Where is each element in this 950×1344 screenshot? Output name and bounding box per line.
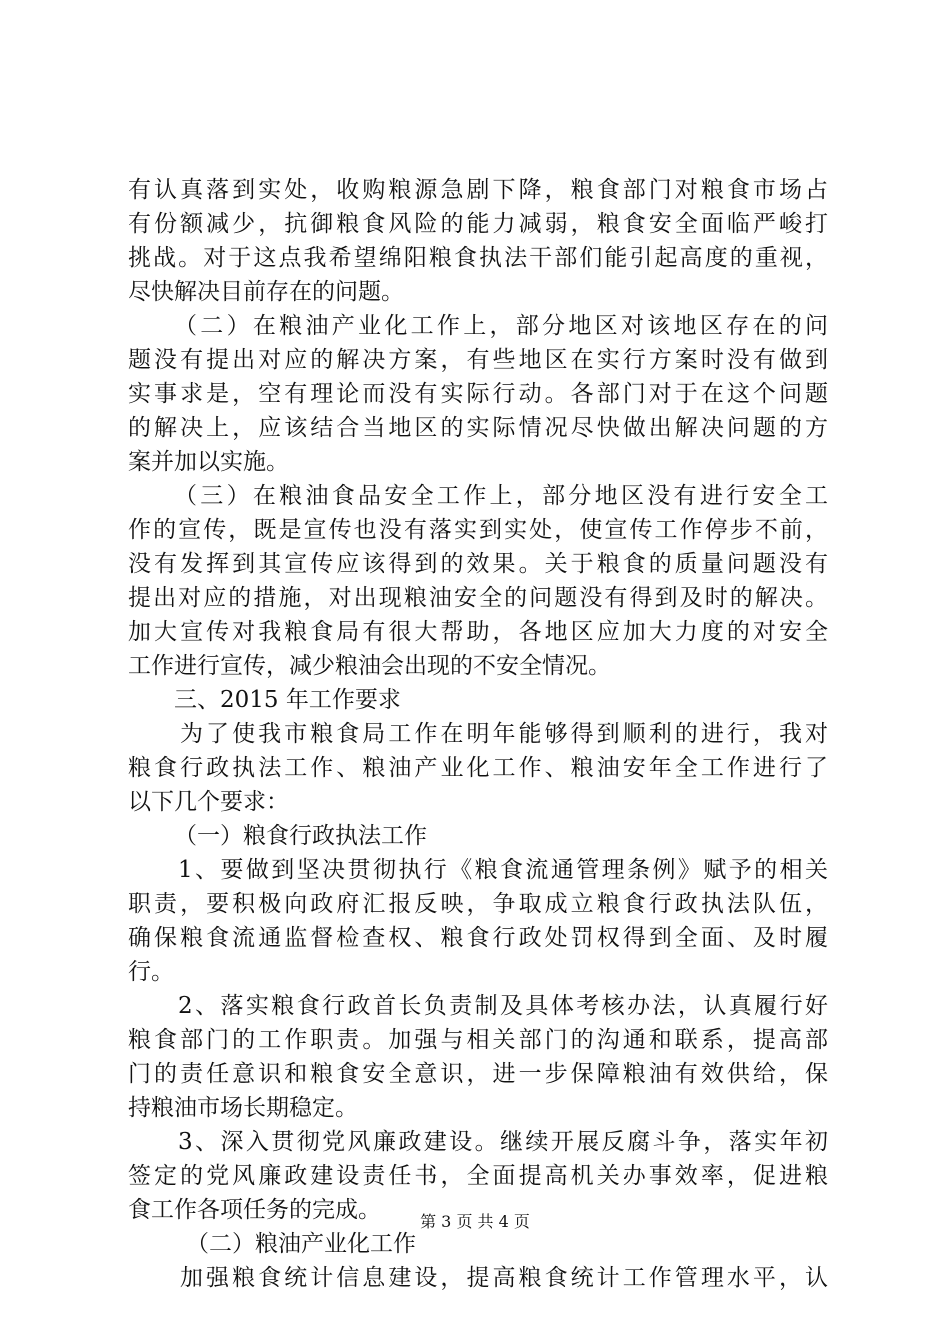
text-line: 签定的党风廉政建设责任书，全面提高机关办事效率，促进粮 xyxy=(128,1163,828,1189)
text-line: 三、2015 年工作要求 xyxy=(174,687,401,713)
text-line: 有认真落到实处，收购粮源急剧下降，粮食部门对粮食市场占 xyxy=(128,177,828,203)
text-line: 以下几个要求： xyxy=(128,789,289,815)
text-line: 职责，要积极向政府汇报反映，争取成立粮食行政执法队伍， xyxy=(128,891,828,917)
text-line: （二）粮油产业化工作 xyxy=(186,1231,416,1257)
text-line: 确保粮食流通监督检查权、粮食行政处罚权得到全面、及时履 xyxy=(128,925,828,951)
text-line: 案并加以实施。 xyxy=(128,449,289,475)
text-line: 3、深入贯彻党风廉政建设。继续开展反腐斗争，落实年初 xyxy=(178,1129,828,1155)
text-line: 行。 xyxy=(128,959,174,985)
text-line: 没有发挥到其宣传应该得到的效果。关于粮食的质量问题没有 xyxy=(128,551,828,577)
text-line: 持粮油市场长期稳定。 xyxy=(128,1095,358,1121)
text-line: 2、落实粮食行政首长负责制及具体考核办法，认真履行好 xyxy=(178,993,828,1019)
text-line: 有份额减少，抗御粮食风险的能力减弱，粮食安全面临严峻打 xyxy=(128,211,828,237)
text-line: 实事求是，空有理论而没有实际行动。各部门对于在这个问题 xyxy=(128,381,828,407)
text-line: 尽快解决目前存在的问题。 xyxy=(128,279,404,305)
text-line: 食工作各项任务的完成。 xyxy=(128,1197,381,1223)
text-line: 题没有提出对应的解决方案，有些地区在实行方案时没有做到 xyxy=(128,347,828,373)
text-line: （三）在粮油食品安全工作上，部分地区没有进行安全工 xyxy=(174,483,828,509)
text-line: 作的宣传，既是宣传也没有落实到实处，使宣传工作停步不前， xyxy=(128,517,828,543)
text-line: 粮食行政执法工作、粮油产业化工作、粮油安年全工作进行了 xyxy=(128,755,828,781)
text-line: 为了使我市粮食局工作在明年能够得到顺利的进行，我对 xyxy=(180,721,828,747)
text-line: 1、要做到坚决贯彻执行《粮食流通管理条例》赋予的相关 xyxy=(178,857,828,883)
text-line: 门的责任意识和粮食安全意识，进一步保障粮油有效供给，保 xyxy=(128,1061,828,1087)
text-line: 挑战。对于这点我希望绵阳粮食执法干部们能引起高度的重视， xyxy=(128,245,828,271)
text-line: 工作进行宣传，减少粮油会出现的不安全情况。 xyxy=(128,653,611,679)
document-body xyxy=(128,173,828,1295)
text-line: 的解决上，应该结合当地区的实际情况尽快做出解决问题的方 xyxy=(128,415,828,441)
text-line: （二）在粮油产业化工作上，部分地区对该地区存在的问 xyxy=(174,313,828,339)
page-footer: 第 3 页 共 4 页 xyxy=(420,1212,530,1231)
text-line: 加强粮食统计信息建设，提高粮食统计工作管理水平，认 xyxy=(180,1265,828,1291)
text-line: 加大宣传对我粮食局有很大帮助，各地区应加大力度的对安全 xyxy=(128,619,828,645)
text-line: （一）粮食行政执法工作 xyxy=(174,823,427,849)
text-line: 提出对应的措施，对出现粮油安全的问题没有得到及时的解决。 xyxy=(128,585,828,611)
text-line: 粮食部门的工作职责。加强与相关部门的沟通和联系，提高部 xyxy=(128,1027,828,1053)
